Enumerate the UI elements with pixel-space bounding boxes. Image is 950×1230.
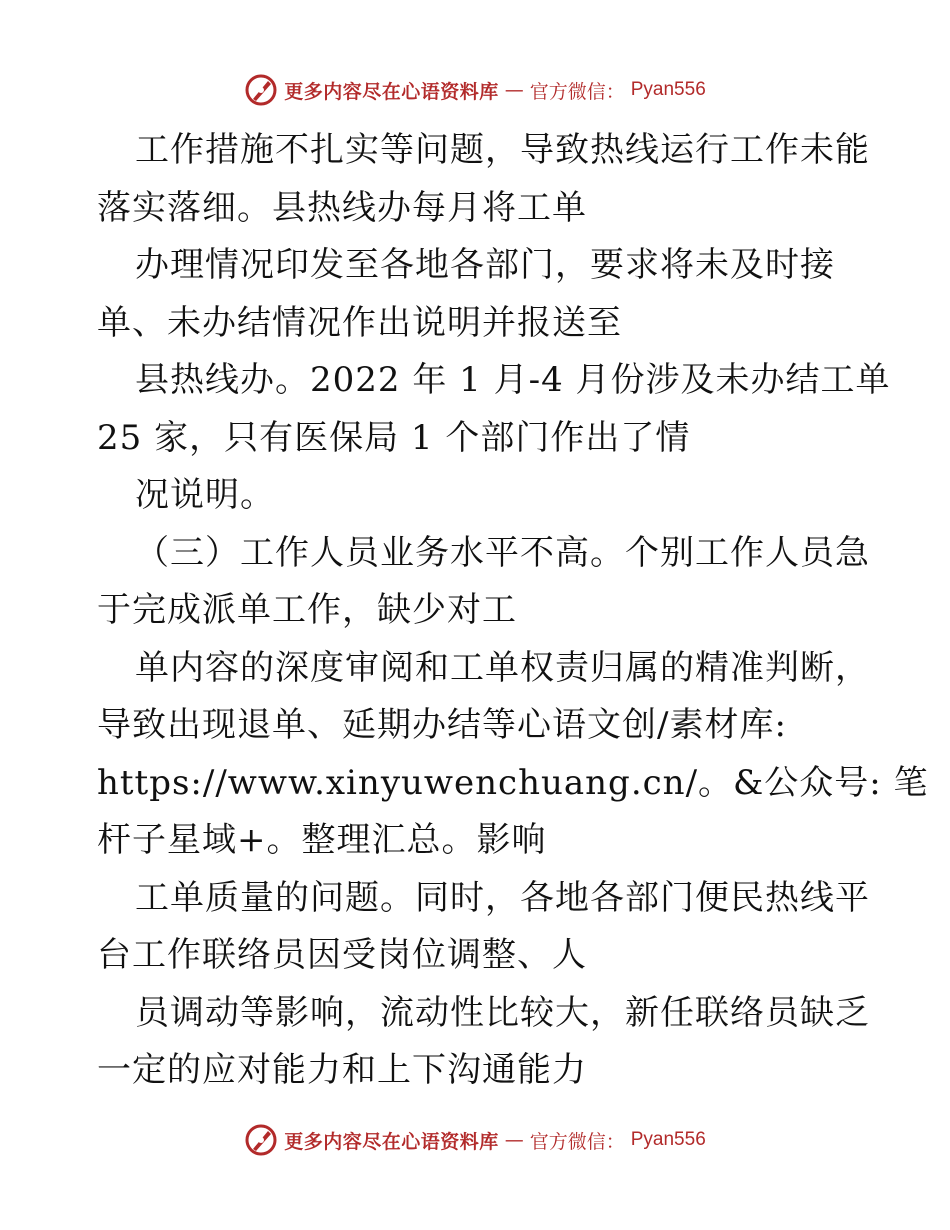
body-line: 落实落细。县热线办每月将工单 — [97, 187, 587, 228]
body-line: 单、未办结情况作出说明并报送至 — [97, 302, 622, 343]
document-body — [97, 122, 929, 1100]
section-heading-line: （三）工作人员业务水平不高。个别工作人员急 — [135, 532, 870, 573]
quill-pen-circle-icon — [244, 1123, 278, 1157]
quill-pen-circle-icon — [244, 73, 278, 107]
body-line: 一定的应对能力和上下沟通能力 — [97, 1050, 587, 1090]
header-watermark-banner — [0, 70, 950, 110]
banner-contact-label: 官方微信： — [529, 80, 625, 103]
banner-contact-label: 官方微信： — [529, 1130, 625, 1153]
body-line: 于完成派单工作，缺少对工 — [97, 590, 517, 630]
body-line: 员调动等影响，流动性比较大，新任联络员缺乏 — [135, 992, 870, 1033]
footer-watermark-banner — [0, 1120, 950, 1160]
body-line: 况说明。 — [135, 475, 275, 515]
banner-separator: — — [504, 1129, 524, 1151]
banner-contact-id: Pyan556 — [630, 1129, 706, 1150]
banner-brand-text: 更多内容尽在心语资料库 — [284, 1130, 499, 1153]
body-line: https://www.xinyuwenchuang.cn/。&公众号: 笔 — [97, 762, 929, 803]
body-line: 台工作联络员因受岗位调整、人 — [97, 935, 587, 975]
body-line: 工作措施不扎实等问题，导致热线运行工作未能 — [135, 130, 870, 170]
body-line: 杆子星域+。整理汇总。影响 — [97, 820, 547, 860]
banner-contact-id: Pyan556 — [630, 79, 706, 100]
body-line: 工单质量的问题。同时，各地各部门便民热线平 — [135, 877, 870, 918]
body-line: 25 家，只有医保局 1 个部门作出了情 — [97, 417, 691, 458]
banner-brand-text: 更多内容尽在心语资料库 — [284, 80, 499, 103]
body-line: 办理情况印发至各地各部门，要求将未及时接 — [135, 245, 835, 285]
banner-separator: — — [504, 79, 524, 101]
body-line: 导致出现退单、延期办结等心语文创/素材库: — [97, 705, 787, 745]
body-line: 单内容的深度审阅和工单权责归属的精准判断， — [135, 647, 870, 688]
body-line: 县热线办。2022 年 1 月-4 月份涉及未办结工单 — [135, 360, 891, 400]
